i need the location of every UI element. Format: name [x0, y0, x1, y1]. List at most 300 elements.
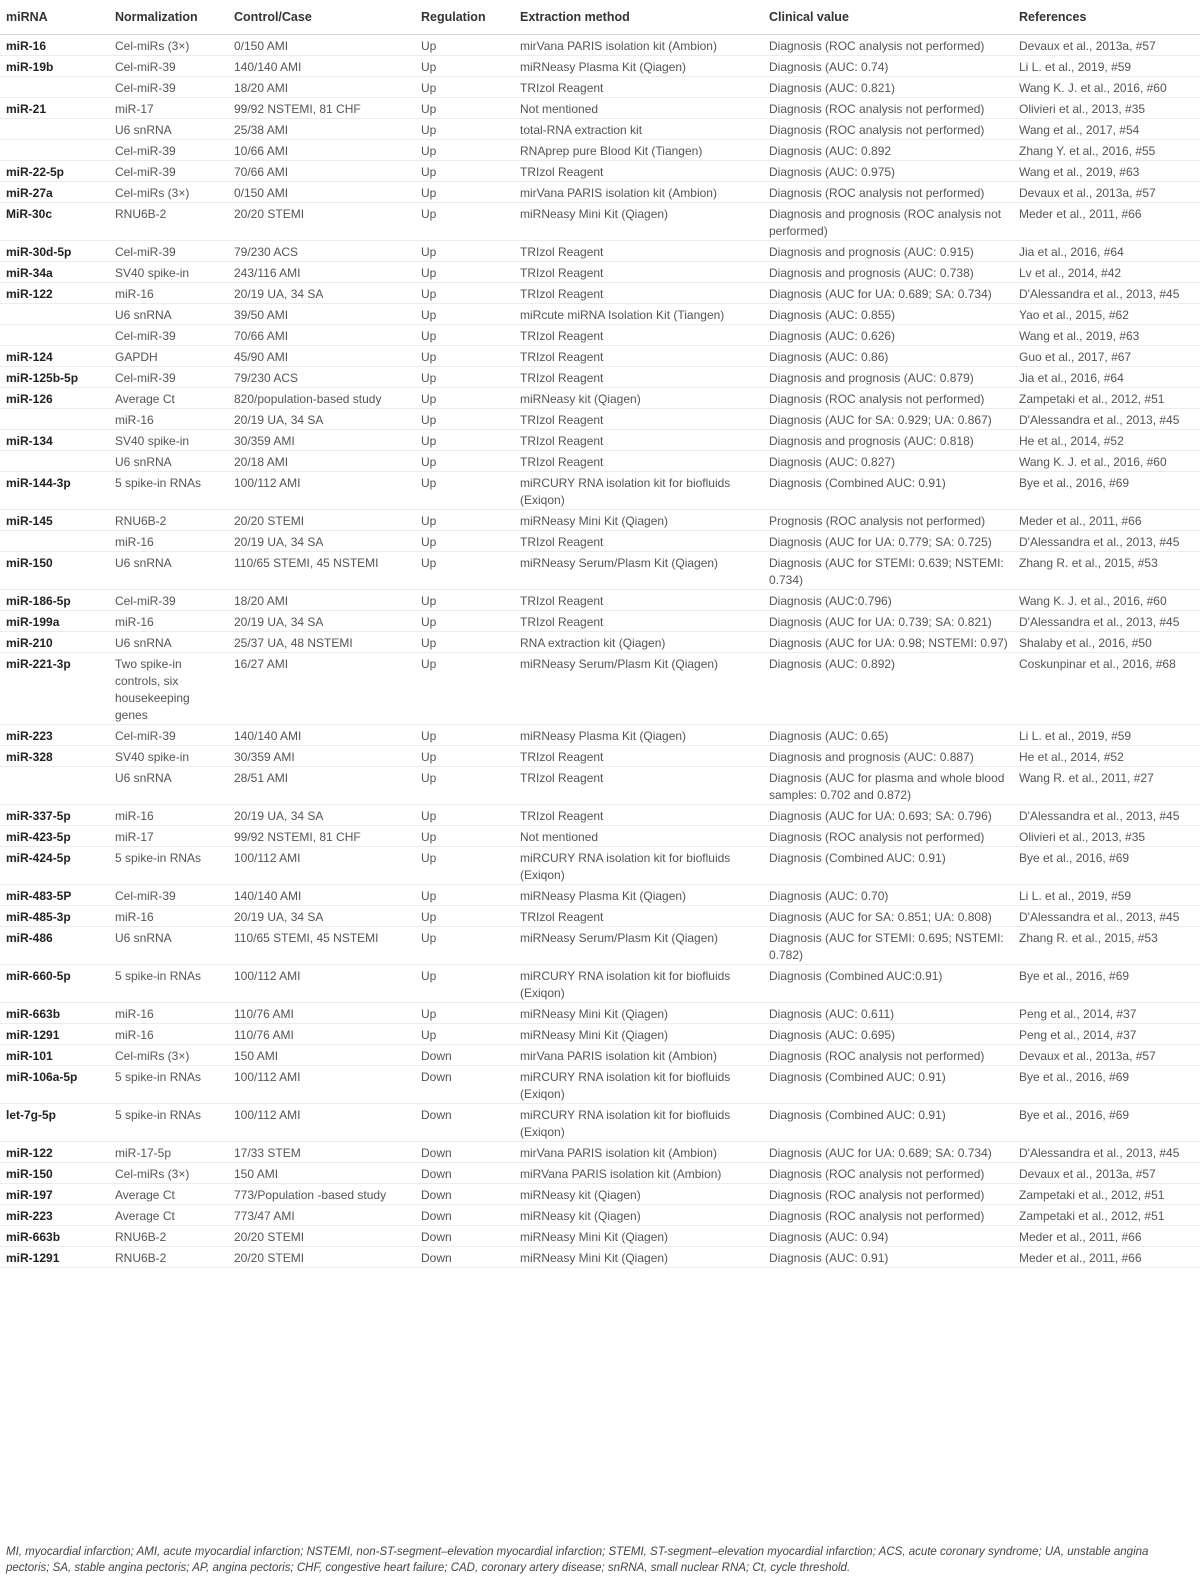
cell-reference: Li L. et al., 2019, #59: [1019, 729, 1132, 743]
table-row: [0, 181, 1200, 203]
cell-normalization: Cel-miR-39: [115, 594, 176, 608]
cell-reference: Zampetaki et al., 2012, #51: [1019, 1209, 1165, 1223]
table-row: [0, 1246, 1200, 1268]
cell-reference: Olivieri et al., 2013, #35: [1019, 830, 1146, 844]
cell-mirna: miR-124: [6, 350, 53, 364]
cell-extraction-method: miRCURY RNA isolation kit for biofluids (Exiqon): [520, 1108, 731, 1139]
cell-normalization: RNU6B-2: [115, 207, 167, 221]
cell-control-case: 18/20 AMI: [234, 594, 289, 608]
table-row: [0, 345, 1200, 367]
cell-extraction-method: TRIzol Reagent: [520, 771, 604, 785]
cell-control-case: 110/76 AMI: [234, 1028, 294, 1042]
cell-normalization: Cel-miR-39: [115, 729, 176, 743]
cell-reference: D'Alessandra et al., 2013, #45: [1019, 535, 1180, 549]
cell-control-case: 773/Population -based study: [234, 1188, 387, 1202]
cell-regulation: Down: [421, 1108, 452, 1122]
cell-control-case: 70/66 AMI: [234, 165, 289, 179]
cell-extraction-method: miRVana PARIS isolation kit (Ambion): [520, 1167, 722, 1181]
cell-mirna: miR-197: [6, 1188, 53, 1202]
cell-mirna: miR-663b: [6, 1007, 61, 1021]
cell-extraction-method: TRIzol Reagent: [520, 910, 604, 924]
cell-extraction-method: TRIzol Reagent: [520, 245, 604, 259]
cell-clinical-value: Diagnosis (AUC:0.796): [769, 594, 892, 608]
cell-normalization: miR-16: [115, 535, 154, 549]
cell-control-case: 140/140 AMI: [234, 729, 302, 743]
cell-normalization: SV40 spike-in: [115, 434, 190, 448]
cell-mirna: miR-221-3p: [6, 657, 71, 671]
cell-control-case: 45/90 AMI: [234, 350, 289, 364]
cell-mirna: miR-122: [6, 1146, 53, 1160]
cell-clinical-value: Diagnosis (Combined AUC:0.91): [769, 969, 943, 983]
cell-mirna: miR-485-3p: [6, 910, 71, 924]
cell-reference: Olivieri et al., 2013, #35: [1019, 102, 1146, 116]
cell-extraction-method: Not mentioned: [520, 830, 599, 844]
cell-control-case: 100/112 AMI: [234, 1108, 301, 1122]
cell-clinical-value: Diagnosis and prognosis (AUC: 0.818): [769, 434, 974, 448]
cell-reference: D'Alessandra et al., 2013, #45: [1019, 287, 1180, 301]
cell-extraction-method: TRIzol Reagent: [520, 594, 604, 608]
cell-mirna: miR-150: [6, 556, 53, 570]
cell-mirna: miR-660-5p: [6, 969, 71, 983]
cell-control-case: 100/112 AMI: [234, 1070, 301, 1084]
table-row: [0, 1023, 1200, 1045]
cell-mirna: miR-1291: [6, 1251, 60, 1265]
cell-mirna: miR-424-5p: [6, 851, 71, 865]
cell-control-case: 10/66 AMI: [234, 144, 289, 158]
table-row: [0, 745, 1200, 767]
cell-clinical-value: Diagnosis (AUC: 0.94): [769, 1230, 889, 1244]
cell-regulation: Down: [421, 1251, 452, 1265]
cell-normalization: Cel-miRs (3×): [115, 39, 190, 53]
cell-normalization: Cel-miRs (3×): [115, 186, 190, 200]
table-row: [0, 1183, 1200, 1205]
cell-control-case: 79/230 ACS: [234, 245, 299, 259]
cell-control-case: 20/19 UA, 34 SA: [234, 535, 324, 549]
table-row: [0, 408, 1200, 430]
cell-reference: Meder et al., 2011, #66: [1019, 207, 1142, 221]
header-references: References: [1019, 10, 1087, 24]
cell-extraction-method: TRIzol Reagent: [520, 266, 604, 280]
cell-reference: Bye et al., 2016, #69: [1019, 476, 1130, 490]
cell-control-case: 25/38 AMI: [234, 123, 289, 137]
cell-clinical-value: Diagnosis (AUC: 0.91): [769, 1251, 889, 1265]
cell-clinical-value: Diagnosis (ROC analysis not performed): [769, 186, 985, 200]
cell-clinical-value: Diagnosis (AUC for UA: 0.689; SA: 0.734): [769, 1146, 992, 1160]
table-row: [0, 97, 1200, 119]
cell-regulation: Up: [421, 750, 437, 764]
cell-control-case: 20/20 STEMI: [234, 1251, 305, 1265]
table-row: [0, 1103, 1200, 1142]
cell-regulation: Up: [421, 413, 437, 427]
cell-reference: Wang K. J. et al., 2016, #60: [1019, 594, 1167, 608]
cell-reference: Devaux et al., 2013a, #57: [1019, 1167, 1156, 1181]
cell-reference: D'Alessandra et al., 2013, #45: [1019, 413, 1180, 427]
cell-clinical-value: Diagnosis (AUC for plasma and whole blood samples: 0.702 and 0.872): [769, 771, 1005, 802]
cell-control-case: 20/19 UA, 34 SA: [234, 615, 324, 629]
cell-regulation: Up: [421, 350, 437, 364]
cell-clinical-value: Diagnosis (Combined AUC: 0.91): [769, 1108, 946, 1122]
cell-regulation: Up: [421, 615, 437, 629]
cell-control-case: 100/112 AMI: [234, 476, 301, 490]
cell-clinical-value: Diagnosis (AUC: 0.695): [769, 1028, 896, 1042]
cell-control-case: 17/33 STEM: [234, 1146, 301, 1160]
cell-reference: Wang K. J. et al., 2016, #60: [1019, 81, 1167, 95]
table-row: [0, 1065, 1200, 1104]
cell-normalization: Cel-miR-39: [115, 245, 176, 259]
table-row: [0, 34, 1200, 56]
header-control-case: Control/Case: [234, 10, 312, 24]
cell-extraction-method: TRIzol Reagent: [520, 165, 604, 179]
table-row: [0, 1141, 1200, 1163]
cell-mirna: miR-337-5p: [6, 809, 71, 823]
table-row: [0, 261, 1200, 283]
table-row: [0, 387, 1200, 409]
cell-reference: Wang et al., 2017, #54: [1019, 123, 1140, 137]
cell-normalization: miR-16: [115, 615, 154, 629]
cell-clinical-value: Diagnosis (ROC analysis not performed): [769, 39, 985, 53]
cell-extraction-method: miRNeasy kit (Qiagen): [520, 1209, 641, 1223]
cell-reference: Yao et al., 2015, #62: [1019, 308, 1129, 322]
cell-normalization: U6 snRNA: [115, 123, 172, 137]
cell-clinical-value: Diagnosis (AUC: 0.892): [769, 657, 896, 671]
cell-reference: D'Alessandra et al., 2013, #45: [1019, 1146, 1180, 1160]
cell-regulation: Up: [421, 144, 437, 158]
cell-normalization: Average Ct: [115, 1188, 175, 1202]
cell-regulation: Up: [421, 514, 437, 528]
cell-control-case: 20/19 UA, 34 SA: [234, 910, 324, 924]
cell-mirna: miR-30d-5p: [6, 245, 72, 259]
cell-normalization: RNU6B-2: [115, 514, 167, 528]
cell-control-case: 20/19 UA, 34 SA: [234, 809, 324, 823]
header-normalization: Normalization: [115, 10, 198, 24]
table-row: [0, 610, 1200, 632]
cell-control-case: 79/230 ACS: [234, 371, 299, 385]
cell-clinical-value: Diagnosis (AUC: 0.626): [769, 329, 896, 343]
cell-reference: Peng et al., 2014, #37: [1019, 1028, 1137, 1042]
cell-extraction-method: miRNeasy Serum/Plasm Kit (Qiagen): [520, 657, 719, 671]
table-row: [0, 825, 1200, 847]
cell-extraction-method: mirVana PARIS isolation kit (Ambion): [520, 186, 717, 200]
cell-normalization: Cel-miR-39: [115, 329, 176, 343]
cell-reference: Wang R. et al., 2011, #27: [1019, 771, 1154, 785]
cell-control-case: 110/65 STEMI, 45 NSTEMI: [234, 931, 379, 945]
cell-mirna: miR-150: [6, 1167, 53, 1181]
table-header-row: [0, 0, 1200, 35]
cell-regulation: Up: [421, 594, 437, 608]
cell-clinical-value: Diagnosis (AUC for SA: 0.851; UA: 0.808): [769, 910, 992, 924]
cell-regulation: Up: [421, 889, 437, 903]
cell-clinical-value: Diagnosis (AUC: 0.892: [769, 144, 892, 158]
cell-mirna: miR-21: [6, 102, 47, 116]
cell-clinical-value: Diagnosis (ROC analysis not performed): [769, 102, 985, 116]
table-row: [0, 76, 1200, 98]
cell-extraction-method: miRNeasy Plasma Kit (Qiagen): [520, 729, 687, 743]
cell-extraction-method: miRCURY RNA isolation kit for biofluids (Exiqon): [520, 851, 731, 882]
cell-regulation: Up: [421, 1028, 437, 1042]
cell-clinical-value: Diagnosis (Combined AUC: 0.91): [769, 851, 946, 865]
cell-control-case: 16/27 AMI: [234, 657, 289, 671]
cell-control-case: 25/37 UA, 48 NSTEMI: [234, 636, 353, 650]
cell-mirna: miR-483-5P: [6, 889, 72, 903]
cell-clinical-value: Diagnosis (Combined AUC: 0.91): [769, 1070, 946, 1084]
cell-reference: Devaux et al., 2013a, #57: [1019, 39, 1156, 53]
cell-extraction-method: RNAprep pure Blood Kit (Tiangen): [520, 144, 703, 158]
cell-extraction-method: TRIzol Reagent: [520, 535, 604, 549]
cell-mirna: miR-19b: [6, 60, 54, 74]
cell-reference: Wang et al., 2019, #63: [1019, 165, 1140, 179]
cell-extraction-method: miRCURY RNA isolation kit for biofluids (Exiqon): [520, 1070, 731, 1101]
cell-clinical-value: Diagnosis (AUC: 0.827): [769, 455, 896, 469]
cell-extraction-method: TRIzol Reagent: [520, 455, 604, 469]
cell-clinical-value: Diagnosis (AUC for UA: 0.693; SA: 0.796): [769, 809, 992, 823]
cell-control-case: 0/150 AMI: [234, 39, 289, 53]
table-row: [0, 139, 1200, 161]
cell-reference: He et al., 2014, #52: [1019, 750, 1124, 764]
cell-clinical-value: Diagnosis (ROC analysis not performed): [769, 1049, 985, 1063]
cell-mirna: miR-16: [6, 39, 47, 53]
cell-extraction-method: TRIzol Reagent: [520, 350, 604, 364]
table-row: [0, 1162, 1200, 1184]
cell-clinical-value: Diagnosis (ROC analysis not performed): [769, 1167, 985, 1181]
table-row: [0, 303, 1200, 325]
cell-extraction-method: miRNeasy Mini Kit (Qiagen): [520, 1251, 669, 1265]
cell-normalization: miR-17: [115, 102, 154, 116]
cell-normalization: U6 snRNA: [115, 556, 172, 570]
cell-normalization: U6 snRNA: [115, 308, 172, 322]
table-row: [0, 118, 1200, 140]
cell-reference: Devaux et al., 2013a, #57: [1019, 186, 1156, 200]
cell-regulation: Up: [421, 809, 437, 823]
cell-regulation: Up: [421, 165, 437, 179]
cell-extraction-method: miRCURY RNA isolation kit for biofluids (Exiqon): [520, 969, 731, 1000]
cell-regulation: Up: [421, 329, 437, 343]
cell-reference: Bye et al., 2016, #69: [1019, 1070, 1130, 1084]
table-row: [0, 631, 1200, 653]
cell-reference: Zhang R. et al., 2015, #53: [1019, 556, 1158, 570]
cell-regulation: Up: [421, 186, 437, 200]
table-row: [0, 55, 1200, 77]
cell-regulation: Up: [421, 60, 437, 74]
cell-regulation: Up: [421, 245, 437, 259]
cell-reference: Bye et al., 2016, #69: [1019, 851, 1130, 865]
cell-control-case: 20/20 STEMI: [234, 1230, 305, 1244]
cell-extraction-method: miRNeasy Mini Kit (Qiagen): [520, 1230, 669, 1244]
table-row: [0, 240, 1200, 262]
cell-regulation: Up: [421, 207, 437, 221]
cell-reference: D'Alessandra et al., 2013, #45: [1019, 615, 1180, 629]
cell-reference: Meder et al., 2011, #66: [1019, 514, 1142, 528]
cell-control-case: 0/150 AMI: [234, 186, 289, 200]
cell-normalization: Cel-miR-39: [115, 144, 176, 158]
table-row: [0, 366, 1200, 388]
cell-normalization: Cel-miR-39: [115, 371, 176, 385]
cell-regulation: Up: [421, 266, 437, 280]
cell-normalization: 5 spike-in RNAs: [115, 851, 202, 865]
cell-control-case: 70/66 AMI: [234, 329, 289, 343]
cell-extraction-method: miRNeasy Plasma Kit (Qiagen): [520, 889, 687, 903]
cell-extraction-method: RNA extraction kit (Qiagen): [520, 636, 666, 650]
cell-normalization: 5 spike-in RNAs: [115, 969, 202, 983]
cell-clinical-value: Diagnosis (AUC: 0.74): [769, 60, 889, 74]
cell-extraction-method: mirVana PARIS isolation kit (Ambion): [520, 1049, 717, 1063]
cell-mirna: let-7g-5p: [6, 1108, 57, 1122]
cell-normalization: GAPDH: [115, 350, 158, 364]
cell-reference: Meder et al., 2011, #66: [1019, 1230, 1142, 1244]
cell-normalization: RNU6B-2: [115, 1230, 167, 1244]
cell-mirna: miR-223: [6, 729, 53, 743]
cell-extraction-method: TRIzol Reagent: [520, 81, 604, 95]
cell-regulation: Up: [421, 729, 437, 743]
cell-clinical-value: Diagnosis and prognosis (AUC: 0.879): [769, 371, 974, 385]
cell-normalization: Two spike-in controls, six housekeeping genes: [115, 657, 190, 722]
cell-mirna: miR-27a: [6, 186, 53, 200]
cell-control-case: 150 AMI: [234, 1049, 279, 1063]
cell-extraction-method: TRIzol Reagent: [520, 809, 604, 823]
cell-extraction-method: miRCURY RNA isolation kit for biofluids (Exiqon): [520, 476, 731, 507]
table-row: [0, 884, 1200, 906]
cell-control-case: 243/116 AMI: [234, 266, 301, 280]
cell-normalization: U6 snRNA: [115, 455, 172, 469]
cell-normalization: miR-17-5p: [115, 1146, 172, 1160]
cell-extraction-method: miRNeasy Mini Kit (Qiagen): [520, 1007, 669, 1021]
cell-clinical-value: Diagnosis (AUC: 0.855): [769, 308, 896, 322]
cell-clinical-value: Diagnosis (AUC: 0.86): [769, 350, 889, 364]
cell-mirna: miR-122: [6, 287, 53, 301]
cell-regulation: Down: [421, 1209, 452, 1223]
cell-reference: Zampetaki et al., 2012, #51: [1019, 392, 1165, 406]
cell-extraction-method: miRNeasy kit (Qiagen): [520, 1188, 641, 1202]
cell-extraction-method: miRNeasy Serum/Plasm Kit (Qiagen): [520, 556, 719, 570]
cell-control-case: 20/19 UA, 34 SA: [234, 287, 324, 301]
cell-mirna: miR-34a: [6, 266, 53, 280]
cell-clinical-value: Diagnosis (ROC analysis not performed): [769, 1209, 985, 1223]
cell-reference: He et al., 2014, #52: [1019, 434, 1124, 448]
cell-control-case: 20/20 STEMI: [234, 514, 305, 528]
cell-clinical-value: Diagnosis (AUC: 0.70): [769, 889, 889, 903]
cell-control-case: 20/20 STEMI: [234, 207, 305, 221]
cell-reference: Li L. et al., 2019, #59: [1019, 60, 1132, 74]
cell-control-case: 100/112 AMI: [234, 969, 301, 983]
table-row: [0, 202, 1200, 241]
cell-normalization: Cel-miR-39: [115, 165, 176, 179]
cell-control-case: 100/112 AMI: [234, 851, 301, 865]
table-row: [0, 964, 1200, 1003]
cell-reference: Jia et al., 2016, #64: [1019, 371, 1124, 385]
cell-mirna: miR-145: [6, 514, 53, 528]
cell-extraction-method: miRNeasy Mini Kit (Qiagen): [520, 207, 669, 221]
cell-normalization: 5 spike-in RNAs: [115, 1070, 202, 1084]
header-extraction-method: Extraction method: [520, 10, 630, 24]
table-row: [0, 551, 1200, 590]
cell-clinical-value: Diagnosis (AUC for SA: 0.929; UA: 0.867): [769, 413, 992, 427]
cell-normalization: 5 spike-in RNAs: [115, 476, 202, 490]
table-row: [0, 1002, 1200, 1024]
cell-clinical-value: Diagnosis (ROC analysis not performed): [769, 123, 985, 137]
cell-reference: Bye et al., 2016, #69: [1019, 969, 1130, 983]
cell-mirna: miR-126: [6, 392, 53, 406]
cell-control-case: 140/140 AMI: [234, 889, 302, 903]
cell-regulation: Up: [421, 123, 437, 137]
cell-clinical-value: Diagnosis and prognosis (AUC: 0.738): [769, 266, 974, 280]
cell-clinical-value: Diagnosis (ROC analysis not performed): [769, 392, 985, 406]
cell-regulation: Up: [421, 969, 437, 983]
cell-mirna: miR-134: [6, 434, 53, 448]
cell-regulation: Up: [421, 371, 437, 385]
cell-normalization: Average Ct: [115, 1209, 175, 1223]
table-row: [0, 652, 1200, 725]
table-row: [0, 926, 1200, 965]
cell-regulation: Down: [421, 1146, 452, 1160]
table-row: [0, 724, 1200, 746]
cell-reference: Guo et al., 2017, #67: [1019, 350, 1132, 364]
cell-mirna: miR-210: [6, 636, 53, 650]
cell-regulation: Up: [421, 287, 437, 301]
cell-control-case: 20/19 UA, 34 SA: [234, 413, 324, 427]
cell-extraction-method: miRNeasy Mini Kit (Qiagen): [520, 514, 669, 528]
cell-regulation: Up: [421, 1007, 437, 1021]
cell-normalization: Cel-miR-39: [115, 60, 176, 74]
cell-reference: D'Alessandra et al., 2013, #45: [1019, 809, 1180, 823]
cell-regulation: Up: [421, 392, 437, 406]
cell-normalization: SV40 spike-in: [115, 266, 190, 280]
table-row: [0, 530, 1200, 552]
table-row: [0, 324, 1200, 346]
table-row: [0, 1225, 1200, 1247]
cell-regulation: Down: [421, 1049, 452, 1063]
cell-mirna: miR-423-5p: [6, 830, 71, 844]
cell-extraction-method: TRIzol Reagent: [520, 750, 604, 764]
cell-normalization: SV40 spike-in: [115, 750, 190, 764]
cell-clinical-value: Prognosis (ROC analysis not performed): [769, 514, 986, 528]
cell-reference: Zhang Y. et al., 2016, #55: [1019, 144, 1156, 158]
cell-regulation: Down: [421, 1188, 452, 1202]
cell-mirna: miR-22-5p: [6, 165, 65, 179]
table-row: [0, 766, 1200, 805]
cell-normalization: miR-16: [115, 910, 154, 924]
cell-control-case: 773/47 AMI: [234, 1209, 295, 1223]
cell-normalization: Cel-miRs (3×): [115, 1167, 190, 1181]
cell-mirna: miR-125b-5p: [6, 371, 79, 385]
table-row: [0, 471, 1200, 510]
cell-extraction-method: miRNeasy kit (Qiagen): [520, 392, 641, 406]
cell-mirna: miR-486: [6, 931, 53, 945]
cell-control-case: 140/140 AMI: [234, 60, 302, 74]
cell-control-case: 18/20 AMI: [234, 81, 289, 95]
cell-mirna: miR-101: [6, 1049, 53, 1063]
cell-regulation: Up: [421, 771, 437, 785]
cell-regulation: Down: [421, 1070, 452, 1084]
cell-normalization: miR-16: [115, 1007, 154, 1021]
table-row: [0, 282, 1200, 304]
cell-clinical-value: Diagnosis and prognosis (AUC: 0.887): [769, 750, 974, 764]
cell-clinical-value: Diagnosis (AUC: 0.821): [769, 81, 896, 95]
cell-regulation: Up: [421, 931, 437, 945]
cell-regulation: Up: [421, 81, 437, 95]
cell-reference: Peng et al., 2014, #37: [1019, 1007, 1137, 1021]
cell-regulation: Up: [421, 308, 437, 322]
cell-mirna: miR-106a-5p: [6, 1070, 78, 1084]
cell-reference: Wang et al., 2019, #63: [1019, 329, 1140, 343]
cell-reference: Shalaby et al., 2016, #50: [1019, 636, 1152, 650]
table-row: [0, 429, 1200, 451]
cell-normalization: Average Ct: [115, 392, 175, 406]
cell-extraction-method: TRIzol Reagent: [520, 413, 604, 427]
table-row: [0, 509, 1200, 531]
cell-reference: Coskunpinar et al., 2016, #68: [1019, 657, 1176, 671]
cell-control-case: 28/51 AMI: [234, 771, 289, 785]
cell-control-case: 110/76 AMI: [234, 1007, 294, 1021]
cell-clinical-value: Diagnosis (AUC: 0.975): [769, 165, 896, 179]
